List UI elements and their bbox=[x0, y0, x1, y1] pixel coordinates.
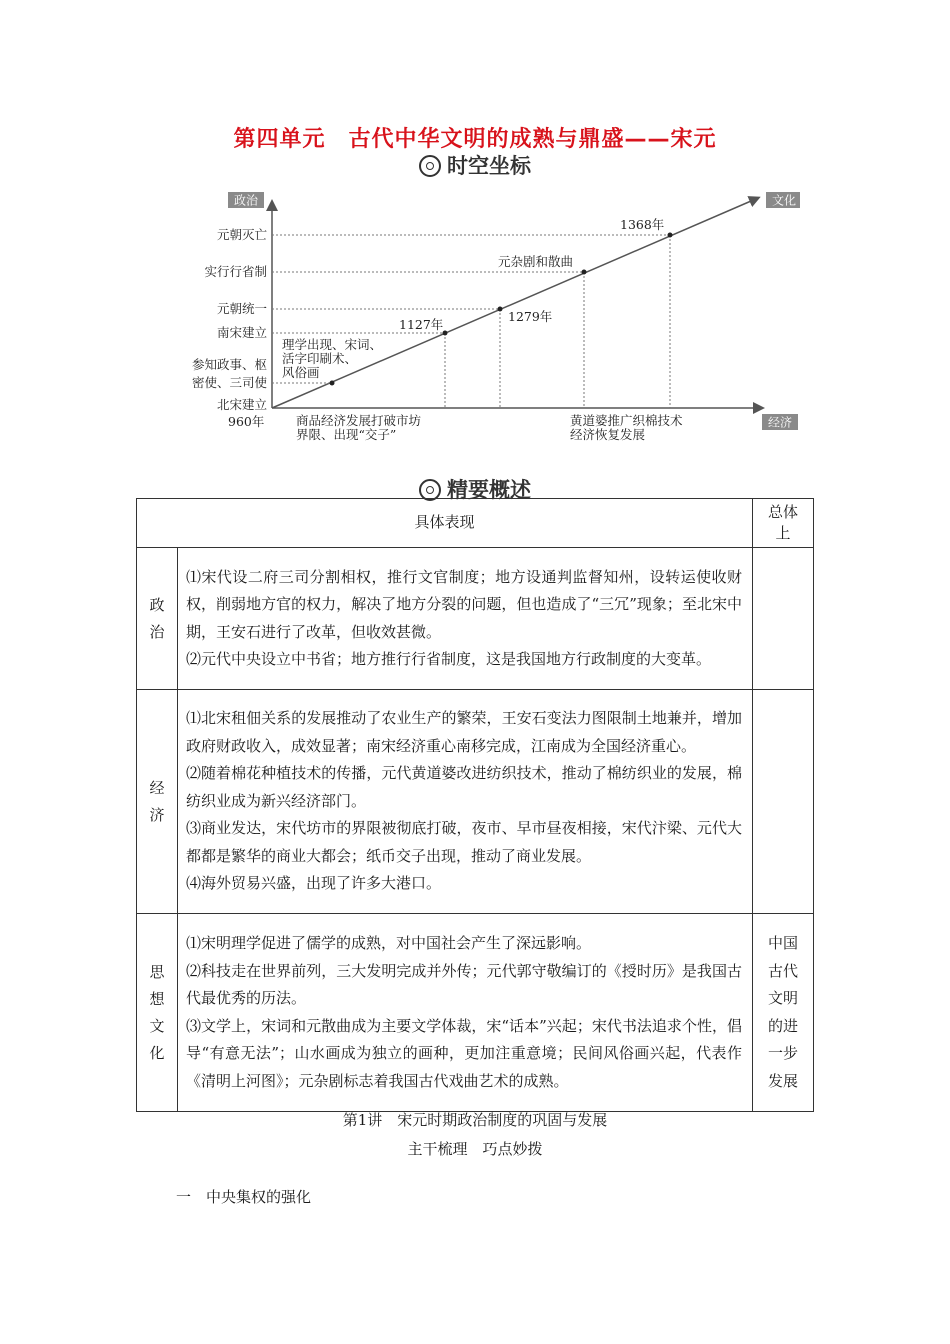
svg-text:北宋建立: 北宋建立 bbox=[216, 397, 267, 412]
header-side bbox=[753, 499, 814, 548]
svg-text:界限、出现“交子”: 界限、出现“交子” bbox=[296, 427, 397, 442]
svg-text:参知政事、枢: 参知政事、枢 bbox=[191, 357, 267, 372]
table-row-economy bbox=[137, 690, 814, 914]
timeline-point bbox=[582, 270, 587, 275]
svg-text:商品经济发展打破市坊: 商品经济发展打破市坊 bbox=[296, 413, 422, 428]
table-row-culture bbox=[137, 914, 814, 1112]
axis-label-culture: 文化 bbox=[771, 193, 797, 208]
table-header-row bbox=[137, 499, 814, 548]
side-summary: 中国 古代 文明 的进 一步 发展 bbox=[753, 914, 814, 1112]
svg-text:黄道婆推广织棉技术: 黄道婆推广织棉技术 bbox=[570, 413, 683, 428]
timeline-point bbox=[330, 381, 335, 386]
list-item: ⑵随着棉花种植技术的传播，元代黄道婆改进纺织技术，推动了棉纺织业的发展，棉纺织业成为新兴经济部门。 bbox=[186, 764, 742, 810]
svg-text:960年: 960年 bbox=[228, 414, 265, 429]
list-item: ⑴宋代设二府三司分割相权，推行文官制度；地方设通判监督知州，设转运使收财权，削弱地方官的权力，解决了地方分裂的问题，但也造成了“三冗”现象；至北宋中期，王安石进行了改革，但收效甚微。 bbox=[186, 567, 742, 641]
header-side-line: 上 bbox=[775, 524, 791, 542]
list-item: ⑷海外贸易兴盛，出现了许多大港口。 bbox=[186, 874, 442, 893]
svg-text:理学出现、宋词、: 理学出现、宋词、 bbox=[282, 337, 383, 352]
list-item: ⑵元代中央设立中书省；地方推行行省制度，这是我国地方行政制度的大变革。 bbox=[186, 650, 712, 668]
svg-text:1368年: 1368年 bbox=[620, 217, 665, 232]
header-main: 具体表现 bbox=[137, 499, 753, 548]
summary-table bbox=[136, 498, 814, 1112]
list-item: ⑴宋明理学促进了儒学的成熟，对中国社会产生了深远影响。 bbox=[186, 934, 592, 952]
row-label-politics: 政 治 bbox=[137, 548, 178, 690]
row-content-culture bbox=[178, 914, 753, 1112]
svg-text:经济恢复发展: 经济恢复发展 bbox=[570, 427, 646, 442]
section-heading-timeline bbox=[0, 150, 950, 180]
lecture-subtitle: 主干梳理 巧点妙拨 bbox=[407, 1140, 543, 1158]
svg-text:风俗画: 风俗画 bbox=[282, 365, 320, 380]
svg-text:元朝统一: 元朝统一 bbox=[216, 301, 267, 316]
side-cell-empty bbox=[753, 548, 814, 690]
list-item: ⑶商业发达，宋代坊市的界限被彻底打破，夜市、早市昼夜相接，宋代汴梁、元代大都都是繁华的商业大都会；纸币交子出现，推动了商业发展。 bbox=[186, 819, 742, 865]
timeline-diagram bbox=[180, 188, 800, 448]
table-row-politics bbox=[137, 548, 814, 690]
svg-text:密使、三司使: 密使、三司使 bbox=[191, 375, 267, 390]
axis-label-politics: 政治 bbox=[233, 193, 259, 208]
row-content-economy bbox=[178, 690, 753, 914]
axis-label-economy: 经济 bbox=[767, 415, 793, 430]
section-heading-text: 时空坐标 bbox=[447, 154, 531, 178]
row-label-economy: 经 济 bbox=[137, 690, 178, 914]
svg-text:实行行省制: 实行行省制 bbox=[204, 264, 267, 279]
svg-text:南宋建立: 南宋建立 bbox=[216, 325, 267, 340]
list-item: ⑴北宋租佃关系的发展推动了农业生产的繁荣，王安石变法力图限制土地兼并，增加政府财政收入，成效显著；南宋经济重心南移完成，江南成为全国经济重心。 bbox=[186, 709, 742, 755]
row-label-culture: 思 想 文 化 bbox=[137, 914, 178, 1112]
compass-icon bbox=[419, 155, 441, 177]
politics-labels bbox=[192, 227, 268, 412]
unit-title: 第四单元 古代中华文明的成熟与鼎盛——宋元 bbox=[233, 127, 717, 152]
economy-labels bbox=[296, 413, 683, 442]
svg-text:元朝灭亡: 元朝灭亡 bbox=[216, 227, 267, 242]
culture-axis bbox=[272, 198, 758, 408]
list-item: ⑵科技走在世界前列，三大发明完成并外传；元代郭守敬编订的《授时历》是我国古代最优秀的历法。 bbox=[186, 961, 742, 1007]
svg-text:活字印刷术、: 活字印刷术、 bbox=[282, 351, 358, 366]
svg-text:1127年: 1127年 bbox=[399, 317, 444, 332]
timeline-point bbox=[498, 307, 503, 312]
list-item: ⑶文学上，宋词和元散曲成为主要文学体裁，宋“话本”兴起；宋代书法追求个性，倡导“有意无法”；山水画成为独立的画种，更加注重意境；民间风俗画兴起，代表作《清明上河图》；元杂剧标志着我国古代戏曲艺术的成熟。 bbox=[186, 1016, 742, 1090]
timeline-point bbox=[668, 233, 673, 238]
side-cell-empty bbox=[753, 690, 814, 914]
header-side-line: 总体 bbox=[767, 503, 798, 521]
svg-text:1279年: 1279年 bbox=[508, 309, 553, 324]
year-labels bbox=[228, 217, 664, 429]
lecture-title: 第1讲 宋元时期政治制度的巩固与发展 bbox=[342, 1111, 608, 1129]
section-heading-1: 一 中央集权的强化 bbox=[176, 1188, 312, 1206]
svg-text:元杂剧和散曲: 元杂剧和散曲 bbox=[498, 254, 574, 269]
section-heading-text: 精要概述 bbox=[447, 478, 531, 502]
row-content-politics bbox=[178, 548, 753, 690]
